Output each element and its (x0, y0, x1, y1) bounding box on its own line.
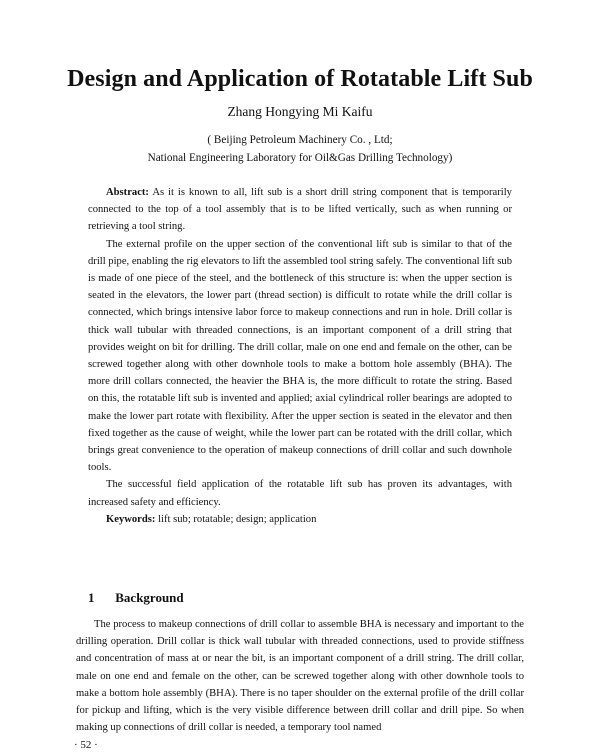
section-title: Background (115, 590, 184, 605)
page-number: · 52 · (74, 739, 98, 751)
abstract-paragraph-2: The external profile on the upper section of the conventional lift sub is similar to that of the drill pipe, enabling the rig elevators to lift the assembled tool string safely. The conventional lift sub is made of one piece of the steel, and the bottleneck of this structure is: when the upper section is seated in the elevators, the lower part (thread section) is difficult to rotate while the drill collar is connected, which brings intensive labor force to makeup connections and run in hole. Drill collar is thick wall tubular with threaded connections, is an important component of a drill string that provides weight on bit for drilling. The drill collar, male on one end and female on the other, can be screwed together along with other downhole tools to make a bottom hole assembly (BHA). The more drill collars connected, the heavier the BHA is, the more difficult to rotate the string. Based on this, the rotatable lift sub is invented and applied; axial cylindrical roller bearings are adopted to make the lower part rotate with flexibility. After the upper section is seated in the elevator and then fixed together as the cause of weight, while the lower part can be rotated with the drill collar, which brings great convenience to the operation of makeup connections of drill collar and such downhole tools. (88, 238, 512, 474)
abstract-paragraph-1 (88, 184, 512, 236)
keywords-label: Keywords: (106, 513, 156, 525)
abstract-block (88, 184, 512, 528)
background-section-body (76, 616, 524, 736)
section-heading-background (88, 590, 184, 606)
background-paragraph: The process to makeup connections of drill collar to assemble BHA is necessary and important to the drilling operation. Drill collar is thick wall tubular with threaded connections, used to provide stiffness and concentration of mass at or near the bit, is an important component of a drill string. The drill collar, male on one end and female on the other, can be screwed together along with other downhole tools to make a bottom hole assembly (BHA). There is no taper shoulder on the external profile of the drill collar for pickup and lifting, which is the very visible difference between drill collar and drill pipe. So when making up connections of drill collar is needed, a temporary tool named (76, 619, 524, 734)
affiliation-line-2: National Engineering Laboratory for Oil&Gas Drilling Technology) (147, 152, 453, 164)
affiliation-line-1: ( Beijing Petroleum Machinery Co. , Ltd; (207, 134, 393, 146)
abstract-paragraph-3: The successful field application of the rotatable lift sub has proven its advantages, with increased safety and efficiency. (88, 479, 512, 508)
keywords-text: lift sub; rotatable; design; application (158, 513, 317, 525)
section-number: 1 (88, 590, 95, 605)
paper-title: Design and Application of Rotatable Lift Sub (67, 66, 533, 92)
keywords-line (88, 511, 512, 528)
paper-authors: Zhang Hongying Mi Kaifu (227, 104, 373, 119)
abstract-label: Abstract: (106, 187, 149, 198)
abstract-text-1: As it is known to all, lift sub is a short drill string component that is temporarily connected to the top of a tool assembly that is to be lifted vertically, such as when running or retrieving a tool string. (88, 187, 512, 233)
